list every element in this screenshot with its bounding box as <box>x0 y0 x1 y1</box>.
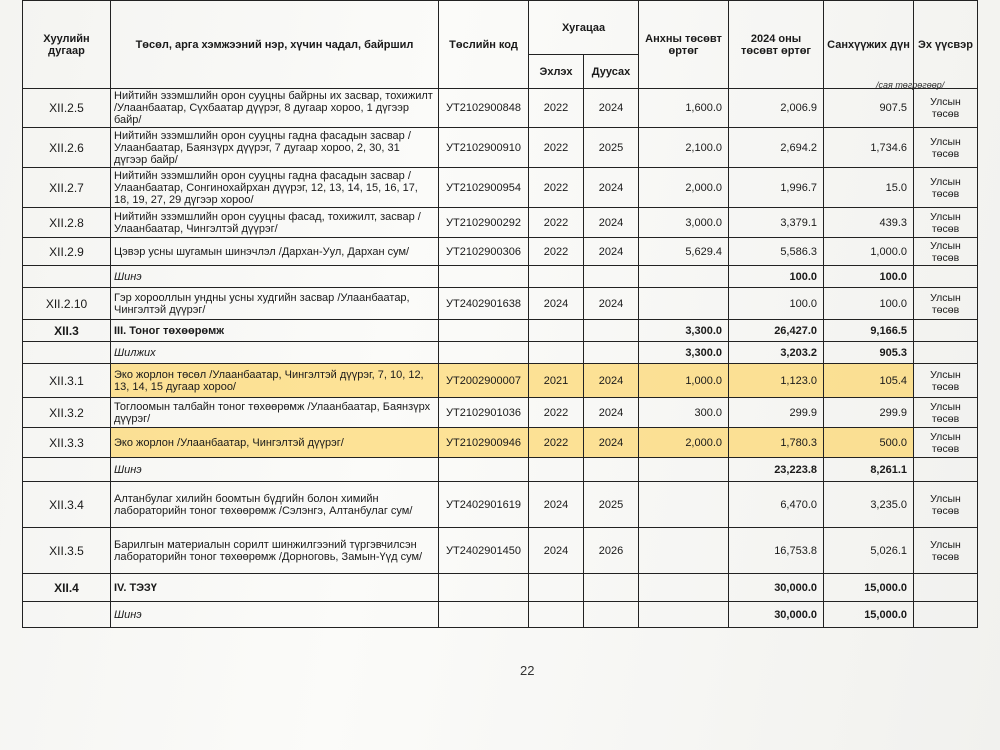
index-cell: XII.3.2 <box>23 398 111 428</box>
funding-cell: 105.4 <box>824 364 914 398</box>
project-code-cell: УТ2102900946 <box>439 428 529 458</box>
funding-cell: 500.0 <box>824 428 914 458</box>
source-cell: Улсын төсөв <box>914 428 978 458</box>
funding-cell: 905.3 <box>824 342 914 364</box>
empty-cell <box>23 458 111 482</box>
source-cell: Улсын төсөв <box>914 89 978 128</box>
project-code-cell: УТ2102900910 <box>439 128 529 168</box>
section-label: IV. ТЭЗҮ <box>111 574 439 602</box>
header-funding: Санхүүжих дүн <box>824 1 914 89</box>
cost-2024-cell: 16,753.8 <box>729 528 824 574</box>
index-cell: XII.3.1 <box>23 364 111 398</box>
index-cell: XII.3.3 <box>23 428 111 458</box>
project-name-cell: Нийтийн эзэмшлийн орон сууцны гадна фасадын засвар /Улаанбаатар, Сонгинохайрхан дүүрэг, 12, 13, 14, 15, 16, 17, 18, 19, 27, 29 дүгээр хороо/ <box>111 168 439 208</box>
funding-cell: 8,261.1 <box>824 458 914 482</box>
cost-2024-cell: 299.9 <box>729 398 824 428</box>
section-row <box>23 320 978 342</box>
page-number: 22 <box>520 663 535 678</box>
initial-cost-cell: 5,629.4 <box>639 238 729 266</box>
project-code-cell: УТ2102900848 <box>439 89 529 128</box>
initial-cost-cell <box>639 602 729 628</box>
project-code-cell: УТ2102900306 <box>439 238 529 266</box>
section-label: III. Тоног төхөөрөмж <box>111 320 439 342</box>
end-year-cell: 2026 <box>584 528 639 574</box>
start-year-cell: 2022 <box>529 168 584 208</box>
source-cell: Улсын төсөв <box>914 168 978 208</box>
funding-cell: 100.0 <box>824 266 914 288</box>
index-cell: XII.2.10 <box>23 288 111 320</box>
table-row <box>23 398 978 428</box>
empty-cell <box>529 458 584 482</box>
table-row <box>23 482 978 528</box>
table-row <box>23 428 978 458</box>
project-table <box>22 0 978 628</box>
subtotal-row <box>23 342 978 364</box>
cost-2024-cell: 26,427.0 <box>729 320 824 342</box>
header-code: Төслийн код <box>439 1 529 89</box>
initial-cost-cell <box>639 458 729 482</box>
empty-cell <box>584 266 639 288</box>
table-row <box>23 89 978 128</box>
index-cell: XII.2.5 <box>23 89 111 128</box>
start-year-cell: 2024 <box>529 528 584 574</box>
project-code-cell: УТ2402901619 <box>439 482 529 528</box>
empty-cell <box>439 320 529 342</box>
subtotal-label: Шилжих <box>111 342 439 364</box>
cost-2024-cell: 1,123.0 <box>729 364 824 398</box>
empty-cell <box>914 602 978 628</box>
project-code-cell: УТ2102900954 <box>439 168 529 208</box>
initial-cost-cell: 3,000.0 <box>639 208 729 238</box>
source-cell: Улсын төсөв <box>914 398 978 428</box>
empty-cell <box>584 458 639 482</box>
index-cell: XII.4 <box>23 574 111 602</box>
initial-cost-cell <box>639 266 729 288</box>
index-cell: XII.2.9 <box>23 238 111 266</box>
index-cell: XII.2.8 <box>23 208 111 238</box>
cost-2024-cell: 23,223.8 <box>729 458 824 482</box>
start-year-cell: 2022 <box>529 238 584 266</box>
cost-2024-cell: 1,780.3 <box>729 428 824 458</box>
initial-cost-cell <box>639 288 729 320</box>
project-name-cell: Алтанбулаг хилийн боомтын бүдгийн болон химийн лабораторийн тоног төхөөрөмж /Сэлэнгэ, Алтанбулаг сум/ <box>111 482 439 528</box>
index-cell: XII.3.4 <box>23 482 111 528</box>
empty-cell <box>23 342 111 364</box>
empty-cell <box>914 342 978 364</box>
subtotal-label: Шинэ <box>111 458 439 482</box>
index-cell: XII.3.5 <box>23 528 111 574</box>
source-cell: Улсын төсөв <box>914 528 978 574</box>
funding-cell: 439.3 <box>824 208 914 238</box>
subtotal-label: Шинэ <box>111 266 439 288</box>
empty-cell <box>914 320 978 342</box>
initial-cost-cell: 2,000.0 <box>639 428 729 458</box>
start-year-cell: 2024 <box>529 482 584 528</box>
subtotal-row <box>23 602 978 628</box>
table-row <box>23 208 978 238</box>
header-end: Дуусах <box>584 55 639 89</box>
funding-cell: 907.5 <box>824 89 914 128</box>
start-year-cell: 2024 <box>529 288 584 320</box>
table-row <box>23 168 978 208</box>
start-year-cell: 2022 <box>529 128 584 168</box>
source-cell: Улсын төсөв <box>914 288 978 320</box>
unit-note: /сая төгрөгөөр/ <box>876 80 945 90</box>
funding-cell: 15.0 <box>824 168 914 208</box>
header-cost-2024: 2024 оны төсөвт өртөг <box>729 1 824 89</box>
empty-cell <box>439 458 529 482</box>
header-start: Эхлэх <box>529 55 584 89</box>
source-cell: Улсын төсөв <box>914 128 978 168</box>
end-year-cell: 2024 <box>584 238 639 266</box>
table-row <box>23 528 978 574</box>
empty-cell <box>23 602 111 628</box>
header-row <box>23 1 978 55</box>
initial-cost-cell: 300.0 <box>639 398 729 428</box>
end-year-cell: 2024 <box>584 364 639 398</box>
funding-cell: 9,166.5 <box>824 320 914 342</box>
start-year-cell: 2021 <box>529 364 584 398</box>
start-year-cell: 2022 <box>529 398 584 428</box>
source-cell: Улсын төсөв <box>914 208 978 238</box>
empty-cell <box>914 574 978 602</box>
project-name-cell: Эко жорлон /Улаанбаатар, Чингэлтэй дүүрэг/ <box>111 428 439 458</box>
subtotal-label: Шинэ <box>111 602 439 628</box>
project-name-cell: Эко жорлон төсөл /Улаанбаатар, Чингэлтэй дүүрэг, 7, 10, 12, 13, 14, 15 дугаар хороо/ <box>111 364 439 398</box>
empty-cell <box>584 574 639 602</box>
cost-2024-cell: 6,470.0 <box>729 482 824 528</box>
table-row <box>23 288 978 320</box>
start-year-cell: 2022 <box>529 428 584 458</box>
cost-2024-cell: 3,203.2 <box>729 342 824 364</box>
cost-2024-cell: 5,586.3 <box>729 238 824 266</box>
empty-cell <box>584 342 639 364</box>
initial-cost-cell: 2,000.0 <box>639 168 729 208</box>
empty-cell <box>914 266 978 288</box>
index-cell: XII.2.7 <box>23 168 111 208</box>
project-name-cell: Тоглоомын талбайн тоног төхөөрөмж /Улаанбаатар, Баянзүрх дүүрэг/ <box>111 398 439 428</box>
cost-2024-cell: 30,000.0 <box>729 602 824 628</box>
funding-cell: 15,000.0 <box>824 574 914 602</box>
initial-cost-cell <box>639 528 729 574</box>
header-name: Төсөл, арга хэмжээний нэр, хүчин чадал, байршил <box>111 1 439 89</box>
initial-cost-cell: 1,600.0 <box>639 89 729 128</box>
source-cell: Улсын төсөв <box>914 482 978 528</box>
project-name-cell: Нийтийн эзэмшлийн орон сууцны гадна фасадын засвар /Улаанбаатар, Баянзүрх дүүрэг, 7 дугаар хороо, 2, 30, 31 дүгээр байр/ <box>111 128 439 168</box>
cost-2024-cell: 3,379.1 <box>729 208 824 238</box>
empty-cell <box>584 320 639 342</box>
cost-2024-cell: 100.0 <box>729 288 824 320</box>
funding-cell: 15,000.0 <box>824 602 914 628</box>
initial-cost-cell <box>639 574 729 602</box>
header-duration: Хугацаа <box>529 1 639 55</box>
funding-cell: 3,235.0 <box>824 482 914 528</box>
cost-2024-cell: 100.0 <box>729 266 824 288</box>
empty-cell <box>584 602 639 628</box>
index-cell: XII.2.6 <box>23 128 111 168</box>
subtotal-row <box>23 458 978 482</box>
project-name-cell: Нийтийн эзэмшлийн орон сууцны байрны их засвар, тохижилт /Улаанбаатар, Сүхбаатар дүүрэг, 8 дугаар хороо, 1 дүгээр байр/ <box>111 89 439 128</box>
project-code-cell: УТ2102900292 <box>439 208 529 238</box>
project-name-cell: Цэвэр усны шугамын шинэчлэл /Дархан-Уул, Дархан сум/ <box>111 238 439 266</box>
empty-cell <box>439 266 529 288</box>
subtotal-row <box>23 266 978 288</box>
start-year-cell: 2022 <box>529 89 584 128</box>
section-row <box>23 574 978 602</box>
project-name-cell: Нийтийн эзэмшлийн орон сууцны фасад, тохижилт, засвар /Улаанбаатар, Чингэлтэй дүүрэг/ <box>111 208 439 238</box>
empty-cell <box>529 320 584 342</box>
empty-cell <box>439 602 529 628</box>
funding-cell: 299.9 <box>824 398 914 428</box>
cost-2024-cell: 30,000.0 <box>729 574 824 602</box>
empty-cell <box>23 266 111 288</box>
empty-cell <box>439 342 529 364</box>
source-cell: Улсын төсөв <box>914 238 978 266</box>
cost-2024-cell: 1,996.7 <box>729 168 824 208</box>
empty-cell <box>529 574 584 602</box>
funding-cell: 1,000.0 <box>824 238 914 266</box>
initial-cost-cell: 2,100.0 <box>639 128 729 168</box>
end-year-cell: 2024 <box>584 428 639 458</box>
end-year-cell: 2024 <box>584 398 639 428</box>
funding-cell: 1,734.6 <box>824 128 914 168</box>
initial-cost-cell: 3,300.0 <box>639 342 729 364</box>
end-year-cell: 2025 <box>584 482 639 528</box>
end-year-cell: 2025 <box>584 128 639 168</box>
initial-cost-cell: 3,300.0 <box>639 320 729 342</box>
cost-2024-cell: 2,694.2 <box>729 128 824 168</box>
start-year-cell: 2022 <box>529 208 584 238</box>
end-year-cell: 2024 <box>584 89 639 128</box>
cost-2024-cell: 2,006.9 <box>729 89 824 128</box>
project-code-cell: УТ2402901638 <box>439 288 529 320</box>
table-body <box>23 1 978 628</box>
table-row <box>23 128 978 168</box>
initial-cost-cell: 1,000.0 <box>639 364 729 398</box>
project-code-cell: УТ2102901036 <box>439 398 529 428</box>
funding-cell: 100.0 <box>824 288 914 320</box>
header-source: Эх үүсвэр <box>914 1 978 89</box>
project-code-cell: УТ2402901450 <box>439 528 529 574</box>
project-name-cell: Гэр хорооллын ундны усны худгийн засвар /Улаанбаатар, Чингэлтэй дүүрэг/ <box>111 288 439 320</box>
end-year-cell: 2024 <box>584 208 639 238</box>
project-code-cell: УТ2002900007 <box>439 364 529 398</box>
end-year-cell: 2024 <box>584 168 639 208</box>
empty-cell <box>529 266 584 288</box>
funding-cell: 5,026.1 <box>824 528 914 574</box>
header-index: Хуулийн дугаар <box>23 1 111 89</box>
empty-cell <box>529 602 584 628</box>
table-row <box>23 238 978 266</box>
table-row <box>23 364 978 398</box>
empty-cell <box>914 458 978 482</box>
project-name-cell: Барилгын материалын сорилт шинжилгээний түргэвчилсэн лабораторийн тоног төхөөрөмж /Дорноговь, Замын-Үүд сум/ <box>111 528 439 574</box>
header-initial-cost: Анхны төсөвт өртөг <box>639 1 729 89</box>
empty-cell <box>439 574 529 602</box>
end-year-cell: 2024 <box>584 288 639 320</box>
empty-cell <box>529 342 584 364</box>
index-cell: XII.3 <box>23 320 111 342</box>
source-cell: Улсын төсөв <box>914 364 978 398</box>
initial-cost-cell <box>639 482 729 528</box>
